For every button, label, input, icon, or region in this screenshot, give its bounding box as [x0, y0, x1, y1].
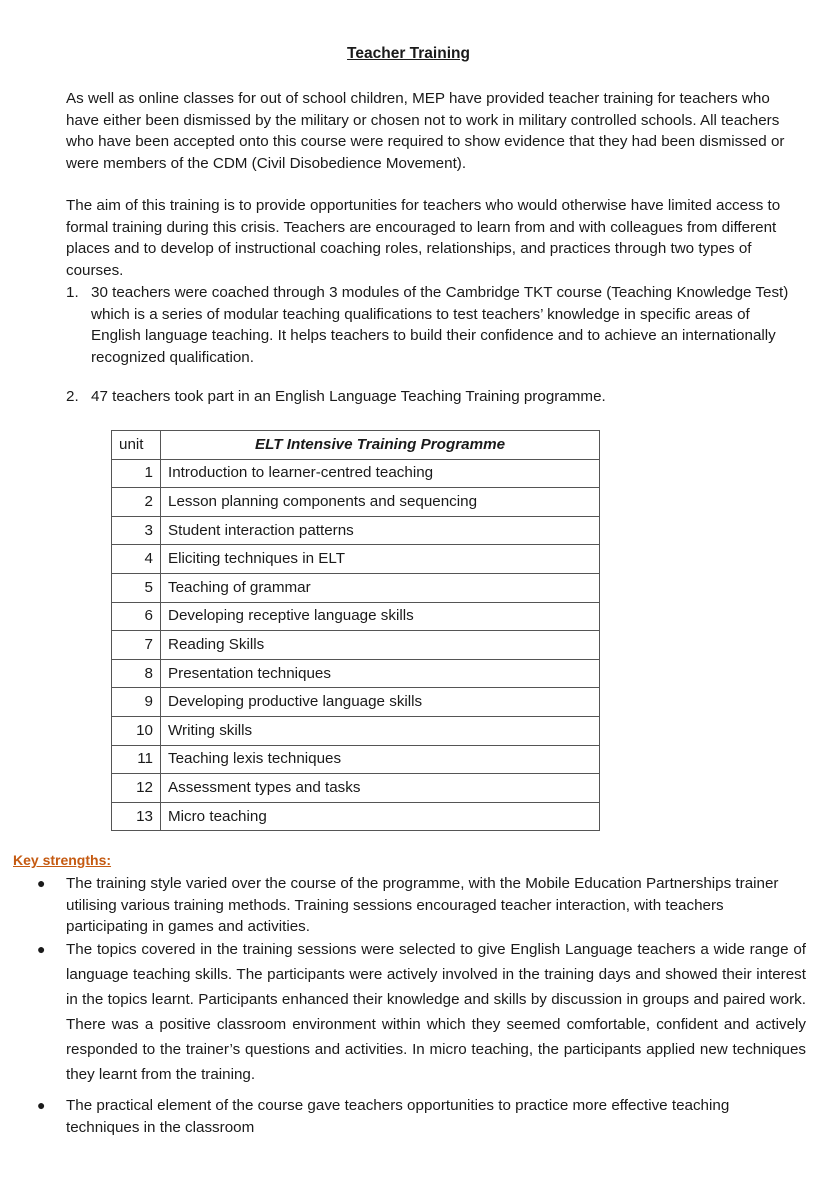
table-row [112, 573, 600, 602]
table-row [112, 688, 600, 717]
unit-topic: Micro teaching [161, 802, 600, 831]
table-row [112, 802, 600, 831]
intro-paragraph: As well as online classes for out of school children, MEP have provided teacher training for teachers who have either been dismissed by the military or chosen not to work in military controlled schools. All teachers who have been accepted onto this course were required to show evidence that they had been dismissed or were members of the CDM (Civil Disobedience Movement). [66, 90, 785, 172]
table-body [112, 459, 600, 831]
strength-bullet-1 [37, 873, 806, 938]
aim-paragraph: The aim of this training is to provide opportunities for teachers who would otherwise have limited access to formal training during this crisis. Teachers are encouraged to learn from and with colleagues from different places and to develop of instructional coaching roles, relationships, and practices through two types of courses. [66, 197, 781, 279]
unit-number: 6 [112, 602, 161, 631]
numbered-item-1 [66, 282, 791, 368]
bullet-icon: ● [37, 941, 46, 957]
unit-topic: Eliciting techniques in ELT [161, 545, 600, 574]
table-row [112, 745, 600, 774]
unit-topic: Introduction to learner-centred teaching [161, 459, 600, 488]
unit-topic: Developing receptive language skills [161, 602, 600, 631]
table-row [112, 545, 600, 574]
numbered-item-text: 30 teachers were coached through 3 modules of the Cambridge TKT course (Teaching Knowledge Test) which is a series of modular teaching qualifications to test teachers’ knowledge in specific areas of English language teaching. It helps teachers to build their confidence and to achieve an internationally recognized qualification. [91, 284, 789, 366]
unit-number: 5 [112, 573, 161, 602]
table-header-row [112, 431, 600, 460]
unit-topic: Teaching of grammar [161, 573, 600, 602]
unit-number: 11 [112, 745, 161, 774]
table-row [112, 774, 600, 803]
programme-column-header: ELT Intensive Training Programme [161, 431, 600, 460]
key-strengths-heading: Key strengths: [13, 852, 112, 868]
unit-topic: Presentation techniques [161, 659, 600, 688]
unit-number: 9 [112, 688, 161, 717]
bullet-text: The practical element of the course gave teachers opportunities to practice more effective teaching techniques in the classroom [66, 1097, 730, 1136]
bullet-icon: ● [37, 875, 46, 891]
training-programme-table [111, 430, 600, 831]
table-row [112, 716, 600, 745]
table-row [112, 459, 600, 488]
numbered-item-text: 47 teachers took part in an English Language Teaching Training programme. [91, 388, 606, 405]
bullet-icon: ● [37, 1097, 46, 1113]
unit-topic: Reading Skills [161, 631, 600, 660]
unit-topic: Developing productive language skills [161, 688, 600, 717]
strength-bullet-3 [37, 1095, 806, 1138]
bullet-text: The topics covered in the training sessions were selected to give English Language teachers a wide range of language teaching skills. The participants were actively involved in the training days and showed their interest in the topics learnt. Participants enhanced their knowledge and skills by discussion in groups and paired work. There was a positive classroom environment within which they seemed comfortable, confident and actively responded to the trainer’s questions and activities. In micro teaching, the participants applied new techniques they learnt from the training. [66, 941, 806, 1083]
unit-number: 1 [112, 459, 161, 488]
table-row [112, 488, 600, 517]
unit-topic: Teaching lexis techniques [161, 745, 600, 774]
unit-topic: Writing skills [161, 716, 600, 745]
unit-topic: Student interaction patterns [161, 516, 600, 545]
bullet-text: The training style varied over the course of the programme, with the Mobile Education Partnerships trainer utilising various training methods. Training sessions encouraged teacher interaction, with teachers participating in games and activities. [66, 875, 779, 935]
document-title: Teacher Training [347, 45, 470, 62]
unit-number: 7 [112, 631, 161, 660]
unit-number: 3 [112, 516, 161, 545]
unit-number: 13 [112, 802, 161, 831]
numbered-item-2 [66, 386, 791, 408]
table-row [112, 659, 600, 688]
unit-topic: Assessment types and tasks [161, 774, 600, 803]
table-row [112, 631, 600, 660]
numbered-item-number: 1. [66, 284, 79, 301]
unit-number: 4 [112, 545, 161, 574]
unit-number: 8 [112, 659, 161, 688]
table-row [112, 602, 600, 631]
unit-number: 10 [112, 716, 161, 745]
numbered-item-number: 2. [66, 388, 79, 405]
table-row [112, 516, 600, 545]
unit-topic: Lesson planning components and sequencing [161, 488, 600, 517]
strength-bullet-2 [37, 937, 806, 1087]
unit-number: 12 [112, 774, 161, 803]
unit-number: 2 [112, 488, 161, 517]
unit-column-header: unit [112, 431, 161, 460]
